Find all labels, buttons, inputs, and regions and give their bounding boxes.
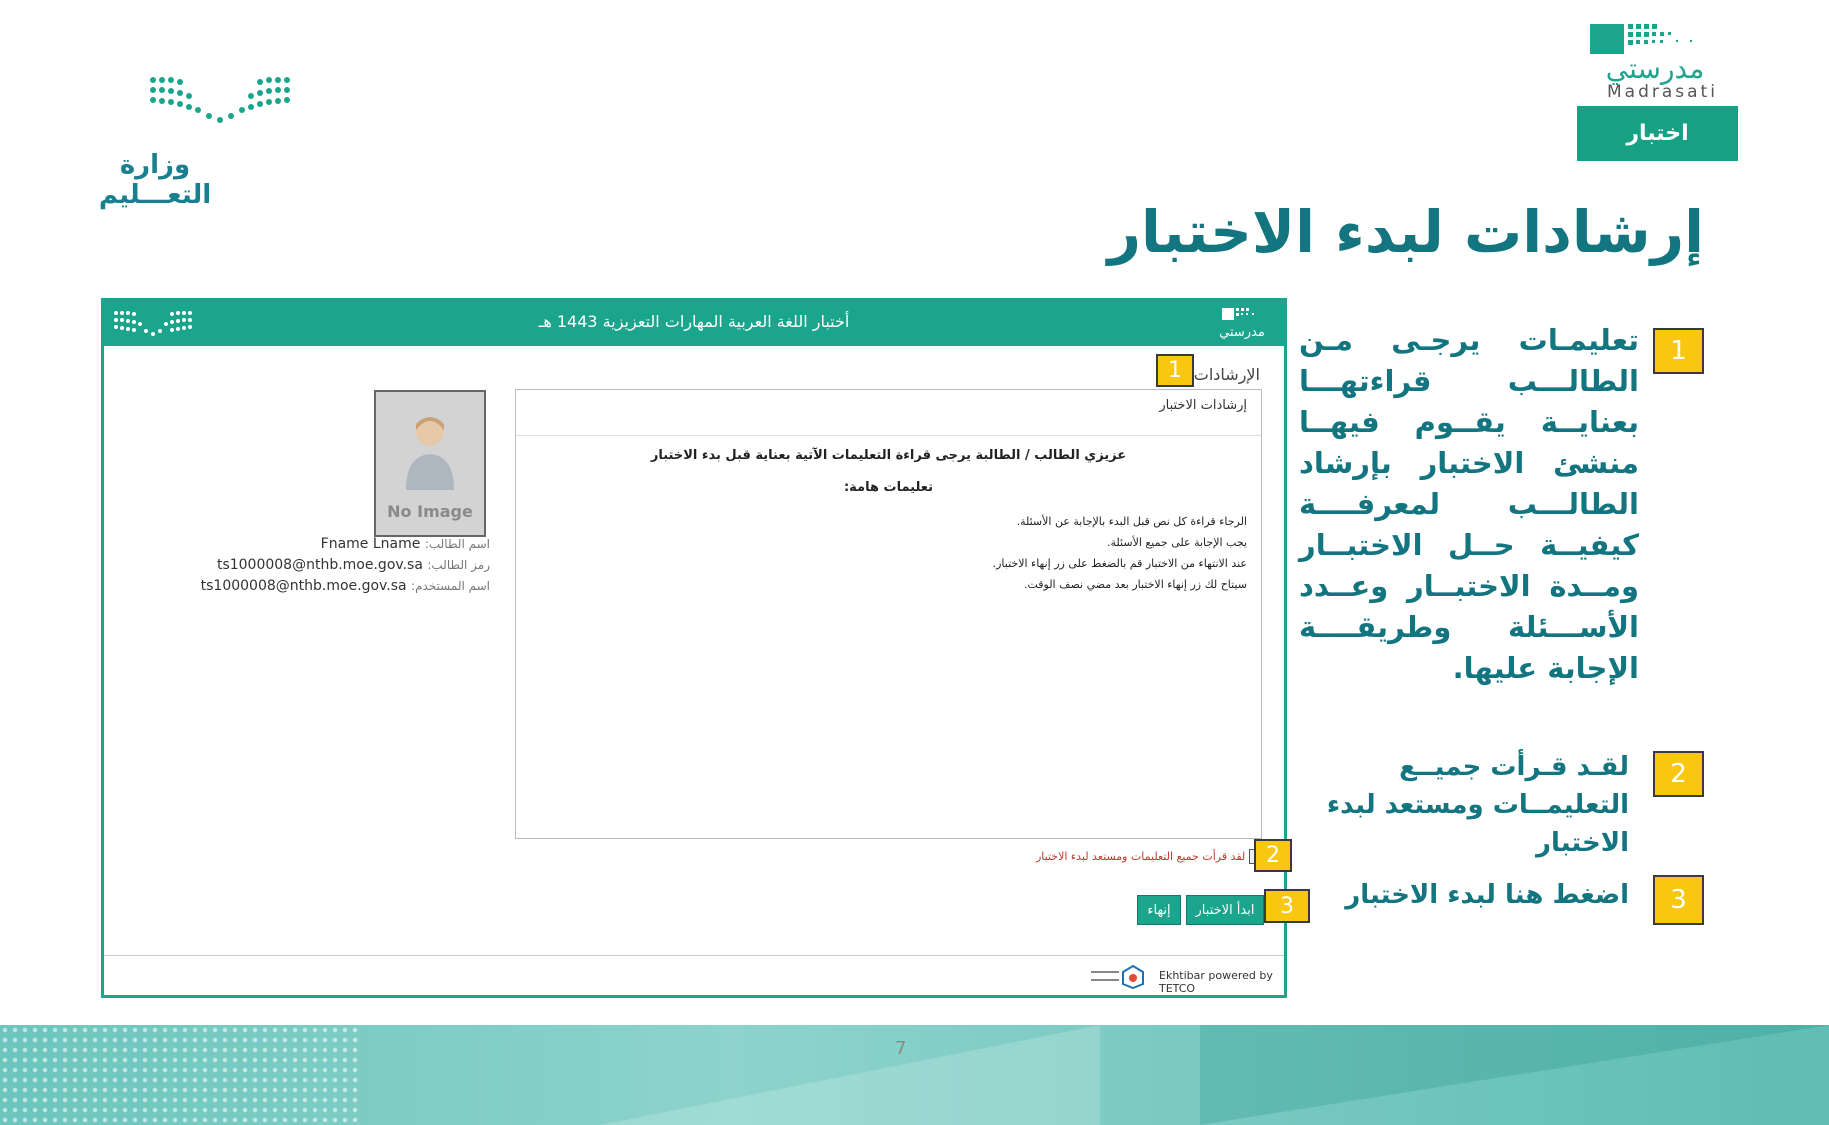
end-exam-button[interactable]: إنهاء	[1137, 895, 1181, 925]
instructions-intro: عزيزي الطالب / الطالبة يرجى قراءة التعليمات الآتية بعناية قبل بدء الاختبار	[650, 448, 1127, 463]
step-1-description: تعليمـات يرجـى مـن الطالـــب قراءتهـــا بعنايــة يقــوم فيهــا منشئ الاختبار بإرشاد الطالـــب لمعرفــــة كيفيــة حــل الاختبــار ومــدة الاختبــار وعــدد الأســـئلة وطريقــــة الإجابة عليها.	[1299, 323, 1639, 685]
confirm-row	[1036, 849, 1260, 864]
student-code-label: رمز الطالب:	[427, 558, 490, 572]
footer-shape	[600, 1025, 1100, 1125]
ministry-name: وزارة التعـــليم	[98, 150, 212, 210]
student-photo	[374, 390, 486, 537]
madrasati-name-en: Madrasati	[1607, 82, 1718, 102]
student-name-row	[321, 536, 490, 552]
madrasati-mark-icon	[1590, 22, 1730, 56]
madrasati-mark-icon	[1222, 307, 1262, 321]
page-number: 7	[895, 1038, 907, 1059]
exam-screenshot	[101, 298, 1294, 998]
step-3-marker: 3	[1653, 875, 1704, 925]
no-image-caption: No Image	[387, 502, 473, 521]
ekhtibar-logo-icon	[1089, 963, 1149, 989]
student-name-label: اسم الطالب:	[424, 537, 490, 551]
footer-band	[0, 1025, 1829, 1125]
madrasati-name-ar: مدرستي	[1605, 52, 1705, 85]
instruction-item: عند الانتهاء من الاختبار قم بالضغط على زر إنهاء الاختبار.	[992, 557, 1247, 570]
username-row	[201, 578, 490, 594]
step-2-description: لقـد قـرأت جميــع التعليمــات ومستعد لبدء الاختبار	[1326, 752, 1629, 858]
student-code-value: ts1000008@nthb.moe.gov.sa	[216, 557, 423, 573]
step-1-marker: 1	[1653, 328, 1704, 374]
slide-title: إرشادات لبدء الاختبار	[1107, 198, 1704, 266]
confirm-checkbox-label[interactable]: لقد قرأت جميع التعليمات ومستعد لبدء الاختبار	[1036, 850, 1246, 863]
footer-pattern	[0, 1025, 360, 1125]
instruction-item: سيتاح لك زر إنهاء الاختبار بعد مضي نصف الوقت.	[1023, 578, 1247, 591]
exam-badge: اختبار	[1577, 106, 1738, 161]
instruction-item: الرجاء قراءة كل نص قبل البدء بالإجابة عن الأسئلة.	[1016, 515, 1247, 528]
username-label: اسم المستخدم:	[411, 579, 490, 593]
step-2-marker: 2	[1653, 751, 1704, 797]
exam-title: أختبار اللغة العربية المهارات التعزيزية 1443 هـ	[538, 312, 850, 331]
instruction-item: يجب الإجابة على جميع الأسئلة.	[1107, 536, 1247, 549]
marker-3: 3	[1264, 889, 1310, 923]
header-madrasati-logo	[1212, 307, 1272, 341]
marker-1: 1	[1156, 354, 1194, 387]
student-name-value: Fname Lname	[320, 536, 421, 552]
footer-shape	[1200, 1025, 1829, 1125]
header-madrasati-text: مدرستي	[1219, 325, 1265, 340]
start-exam-button[interactable]: ابدأ الاختبار	[1186, 895, 1264, 925]
student-code-row	[217, 557, 490, 573]
instructions-panel	[515, 389, 1262, 839]
ministry-logo	[60, 72, 250, 210]
divider	[516, 435, 1261, 436]
marker-2: 2	[1254, 839, 1292, 872]
instructions-section-label: الإرشادات	[1193, 365, 1260, 384]
instructions-list	[993, 515, 1247, 599]
step-3-description: اضغط هنا لبدء الاختبار	[1345, 880, 1629, 910]
madrasati-logo	[1585, 22, 1735, 102]
ministry-dots-icon	[145, 72, 295, 132]
instructions-panel-title: إرشادات الاختبار	[1159, 398, 1247, 413]
instructions-important-heading: تعليمات هامة:	[843, 480, 934, 495]
person-placeholder-icon	[402, 410, 458, 490]
footer-divider	[104, 955, 1284, 956]
screenshot-header	[104, 301, 1284, 346]
footer-powered-by: Ekhtibar powered by TETCO	[1159, 969, 1273, 995]
username-value: ts1000008@nthb.moe.gov.sa	[200, 578, 407, 594]
